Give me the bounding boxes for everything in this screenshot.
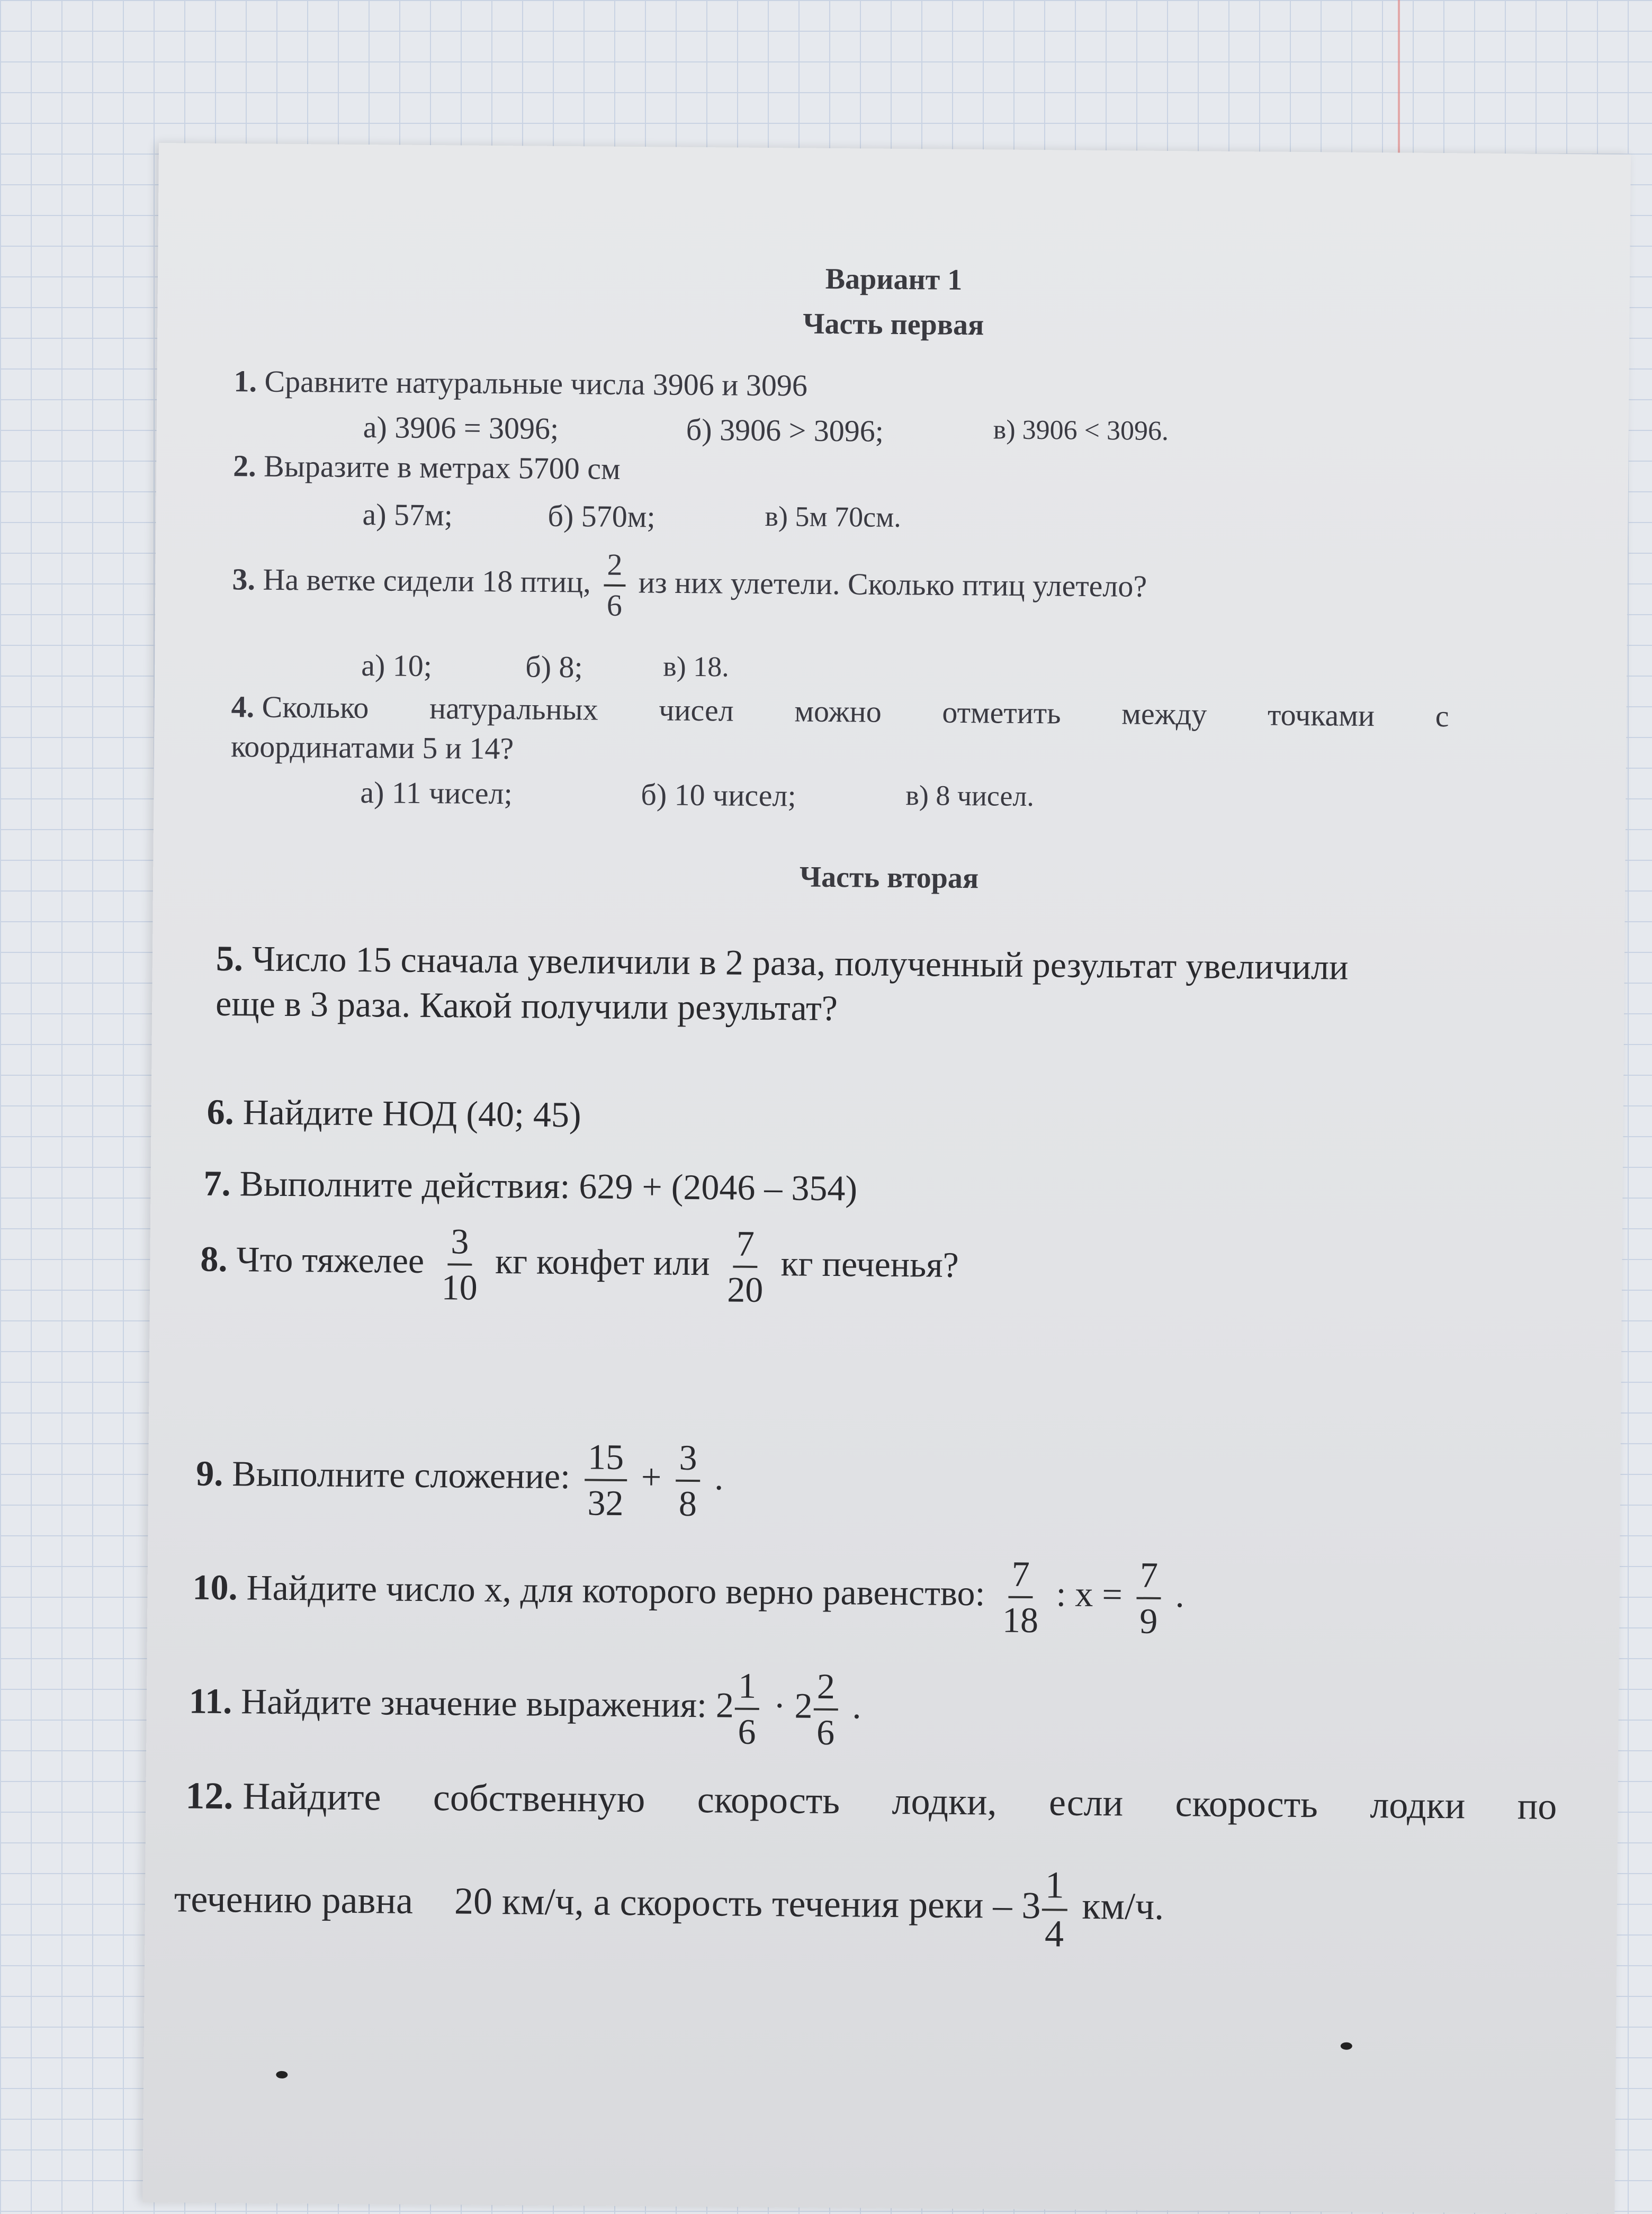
question-text: Что тяжелее: [236, 1239, 425, 1281]
question-11: [188, 1663, 861, 1752]
question-text-cont: из них улетели. Сколько птиц улетело?: [638, 565, 1147, 604]
q2-option-c: в) 5м 70см.: [765, 500, 902, 534]
whole-part-2: 2: [794, 1685, 813, 1726]
question-10: [192, 1549, 1184, 1641]
period: .: [1175, 1574, 1185, 1615]
question-12-line-2: [174, 1858, 1164, 1955]
question-number: 8.: [200, 1238, 228, 1280]
fraction-1: [584, 1438, 627, 1522]
question-text: Найдите НОД (40; 45): [243, 1092, 581, 1135]
period: .: [714, 1457, 724, 1498]
question-4-line-2: координатами 5 и 14?: [230, 729, 514, 766]
question-text-end: кг печенья?: [780, 1243, 959, 1285]
notebook-margin-line: [1398, 0, 1400, 175]
question-text: На ветке сидели 18 птиц,: [263, 562, 591, 599]
denominator: 32: [587, 1482, 624, 1524]
equation-mid: : x =: [1056, 1573, 1123, 1615]
q4-option-c: в) 8 чисел.: [905, 779, 1035, 813]
q4-option-a: а) 11 чисел;: [360, 775, 513, 811]
part-two-title: Часть вторая: [799, 860, 979, 895]
question-9: [196, 1435, 724, 1524]
q2-option-a: а) 57м;: [362, 497, 453, 533]
fraction-2: [813, 1668, 838, 1752]
part-one-title: Часть первая: [803, 307, 984, 342]
question-number: 3.: [232, 562, 256, 597]
question-text-cont: 20 км/ч, а скорость течения реки – 3: [454, 1879, 1041, 1927]
question-number: 4.: [231, 689, 255, 724]
q1-option-a: а) 3906 = 3096;: [363, 410, 559, 446]
fraction-1: [999, 1555, 1042, 1640]
denominator: 6: [606, 588, 623, 623]
question-text: Найдите значение выражения:: [240, 1681, 707, 1725]
question-number: 2.: [232, 448, 256, 483]
numerator: 7: [1008, 1555, 1033, 1599]
denominator: 9: [1139, 1601, 1158, 1642]
denominator: 8: [678, 1483, 697, 1524]
q2-option-b: б) 570м;: [547, 498, 656, 534]
test-sheet: [142, 143, 1630, 2214]
whole-part-1: 2: [715, 1685, 734, 1725]
q4-option-b: б) 10 чисел;: [641, 777, 796, 813]
multiply-sign: ·: [773, 1685, 786, 1726]
question-5-line-2: еще в 3 раза. Какой получили результат?: [215, 983, 838, 1029]
question-text: Выразите в метрах 5700 см: [263, 448, 621, 486]
fraction-1: [438, 1222, 481, 1307]
numerator: 15: [585, 1438, 627, 1481]
ink-spot: [276, 2071, 288, 2078]
fraction: [604, 549, 626, 622]
question-6: [206, 1091, 581, 1136]
question-text: Выполните сложение:: [231, 1453, 571, 1497]
question-number: 6.: [206, 1091, 234, 1132]
question-number: 9.: [195, 1453, 223, 1494]
q3-option-a: а) 10;: [361, 648, 433, 683]
question-text: течению равна: [174, 1877, 414, 1922]
denominator: 20: [726, 1269, 764, 1310]
question-text: Число 15 сначала увеличили в 2 раза, полученный результат увеличили: [252, 938, 1349, 987]
question-text-mid: кг конфет или: [495, 1241, 710, 1283]
fraction-2: [724, 1225, 767, 1309]
fraction-2: [676, 1439, 701, 1523]
question-text: Найдите число x, для которого верно равенство:: [246, 1567, 985, 1614]
denominator: 10: [441, 1267, 478, 1308]
question-4: [231, 689, 1449, 734]
question-text: Выполните действия: 629 + (2046 – 354): [239, 1163, 858, 1209]
numerator: 1: [1042, 1865, 1067, 1911]
question-text: Сравните натуральные числа 3906 и 3096: [264, 364, 808, 403]
question-1: [234, 363, 807, 403]
question-2: [233, 448, 621, 487]
question-number: 5.: [216, 938, 244, 979]
question-3: [232, 546, 1147, 626]
question-8: [200, 1221, 959, 1311]
question-text-justified: 12. Найдите собственную скорость лодки, если скорость лодки по: [185, 1774, 1557, 1828]
numerator: 2: [814, 1668, 839, 1711]
question-number: 7.: [203, 1163, 231, 1204]
period: .: [852, 1686, 861, 1726]
numerator: 3: [676, 1439, 701, 1482]
denominator: 4: [1044, 1912, 1064, 1955]
question-number: 10.: [192, 1567, 238, 1608]
question-text-justified: 4. Сколько натуральных чисел можно отметить между точками с: [231, 689, 1449, 734]
q3-option-b: б) 8;: [525, 649, 583, 685]
numerator: 2: [604, 549, 626, 587]
ink-spot: [1341, 2042, 1352, 2050]
variant-title: Вариант 1: [825, 262, 963, 296]
question-text-end: км/ч.: [1082, 1884, 1164, 1928]
question-number: 1.: [234, 364, 257, 399]
question-number: 11.: [188, 1680, 232, 1722]
numerator: 7: [733, 1225, 758, 1268]
q1-option-b: б) 3906 > 3096;: [686, 412, 884, 448]
numerator: 3: [447, 1222, 472, 1266]
q1-option-c: в) 3906 < 3096.: [993, 415, 1169, 446]
question-5: [216, 938, 1349, 988]
question-12: [185, 1774, 1557, 1828]
q3-option-c: в) 18.: [663, 650, 729, 683]
fraction-2: [1136, 1556, 1161, 1641]
fraction: [1042, 1865, 1067, 1954]
numerator: 7: [1137, 1556, 1162, 1600]
question-number: 12.: [185, 1774, 234, 1817]
plus-sign: +: [641, 1456, 662, 1497]
question-7: [203, 1163, 857, 1210]
denominator: 18: [1002, 1599, 1039, 1641]
fraction-1: [734, 1667, 759, 1751]
denominator: 6: [816, 1712, 835, 1753]
numerator: 1: [735, 1667, 760, 1711]
denominator: 6: [738, 1712, 756, 1752]
